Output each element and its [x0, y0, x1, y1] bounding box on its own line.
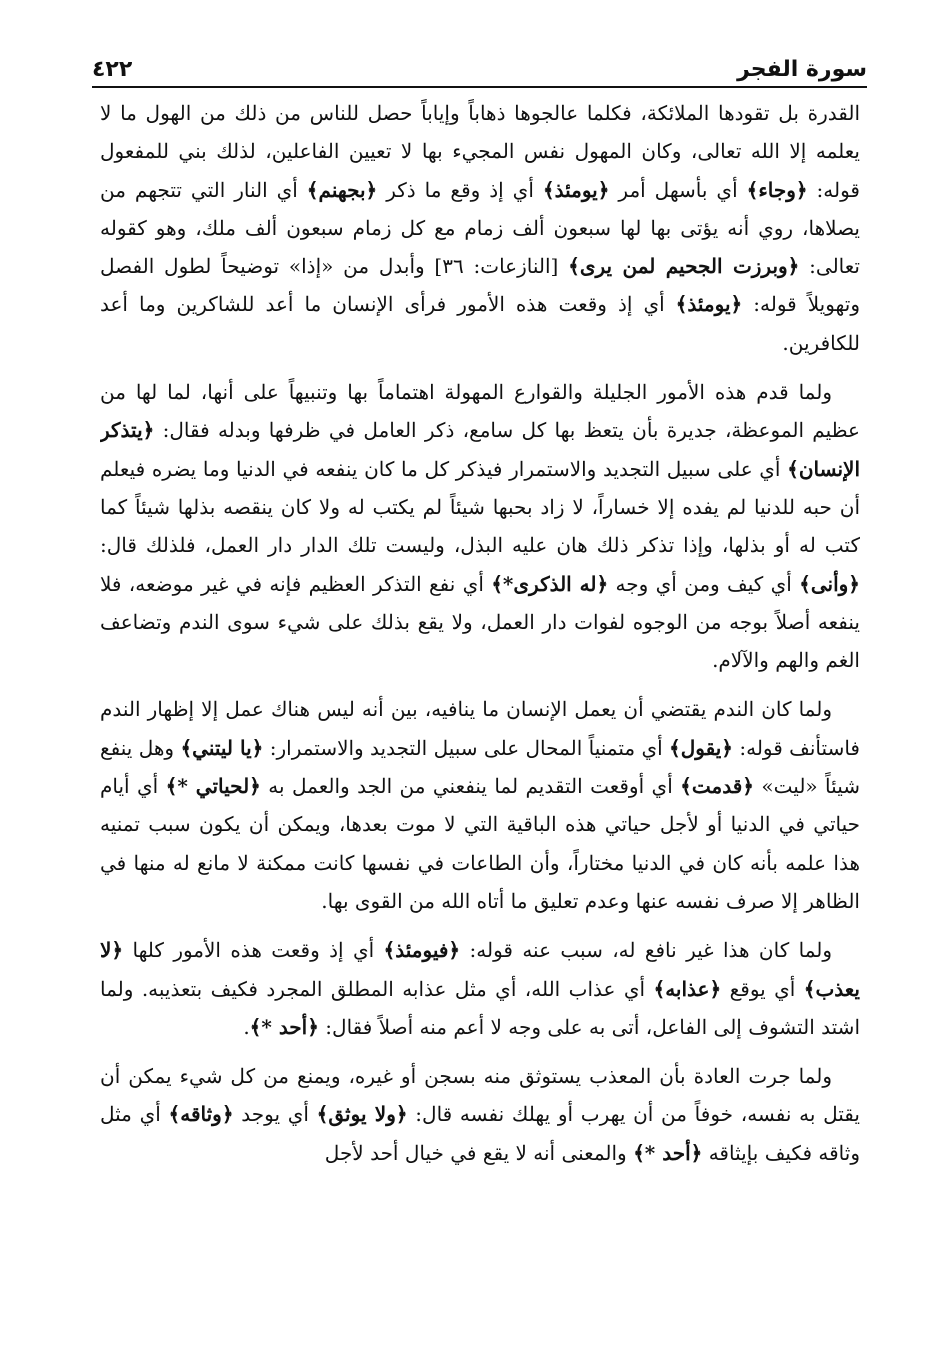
quran-quote: ﴿يومئذ﴾	[675, 292, 743, 317]
commentary-text: أي كيف ومن أي وجه	[608, 571, 800, 596]
header-divider	[92, 86, 867, 88]
commentary-text: وهل ينفع شيئاً «ليت»	[100, 735, 860, 799]
quran-quote: ﴿يا ليتني﴾	[180, 735, 264, 760]
commentary-text: ولما جرت العادة بأن المعذب يستوثق منه بسجن أو غيره، ويمنع من كل شيء يمكن أن يقتل به نفسه، خوفاً من أن يهرب أو يهلك نفسه قال:	[100, 1064, 860, 1127]
commentary-text: أي إذ وقعت هذه الأمور كلها	[123, 938, 384, 963]
commentary-text: أي بأسهل أمر	[609, 177, 747, 202]
quran-quote: ﴿يقول﴾	[669, 735, 733, 760]
commentary-text: أي مثل وثاقه فكيف بإيثاقه	[100, 1102, 860, 1165]
commentary-text: أي عذاب الله، أي مثل عذابه المطلق المجرد فكيف بتعذيبه. ولما اشتد التشوف إلى الفاعل، أتى به على وجه لا أعم منه أصلاً فقال:	[100, 976, 860, 1039]
paragraph	[100, 1057, 860, 1172]
commentary-text: أي إذ وقعت هذه الأمور فرأى الإنسان ما أعد للشاكرين وما أعد للكافرين.	[100, 292, 860, 355]
commentary-text: .	[243, 1014, 250, 1039]
quran-quote: ﴿أحد *﴾	[633, 1140, 703, 1165]
paragraph	[100, 94, 860, 362]
paragraph	[100, 373, 860, 679]
commentary-text: أي إذ وقع ما ذكر	[377, 177, 543, 202]
commentary-text: ولما كان الندم يقتضي أن يعمل الإنسان ما ينافيه، بين أنه ليس هناك عمل إلا إظهار الندم فاستأنف قوله:	[100, 697, 860, 760]
quran-quote: ﴿لحياتي *﴾	[165, 774, 261, 799]
paragraph	[100, 931, 860, 1046]
commentary-text: أي يوجد	[233, 1102, 317, 1127]
paragraph	[100, 690, 860, 920]
commentary-text: أي نفع التذكر العظيم فإنه في غير موضعه، فلا ينفعه أصلاً بوجه من الوجوه لفوات دار العمل، ولا يقع بذلك على شيء سوى الندم وتضاعف الغم والهم والآلام.	[100, 571, 860, 673]
commentary-text: أي على سبيل التجديد والاستمرار فيذكر كل ما كان ينفعه في الدنيا وما يضره فيعلم أن حبه للدنيا لم يفده إلا خساراً، لا زاد بحبها شيئاً لم يكتب له ولا كان ينقصه بذلها شيئاً كما كتب له أو بذلها، وإذا تذكر ذلك هان عليه البذل، وليست تلك الدار دار العمل، فلذلك قال:	[100, 456, 860, 558]
commentary-text: [النازعات: ٣٦] وأبدل من «إذا» توضيحاً لطول الفصل وتهويلاً قوله:	[100, 254, 860, 317]
quran-quote: ﴿لا يعذب﴾	[100, 938, 860, 1001]
commentary-text: أي أيام حياتي في الدنيا أو لأجل حياتي هذه الباقية التي لا موت بعدها، ويمكن أن يكون سبب تمنيه هذا علمه بأنه كان في الدنيا مختاراً، وأن الطاعات في نفسها كانت ممكنة لا مانع له منها في الظاهر إلا صرف نفسه عنها وعدم تعليق ما أتاه الله من القوى بها.	[100, 774, 860, 913]
body-text	[100, 94, 860, 1314]
quran-quote: ﴿فيومئذ﴾	[383, 938, 461, 963]
quran-quote: ﴿يومئذ﴾	[542, 177, 610, 202]
commentary-text: القدرة بل تقودها الملائكة، فكلما عالجوها ذهاباً وإياباً حصل للناس من ذلك من الهول ما لا يعلمه إلا الله تعالى، وكان المهول نفس المجيء بها لا تعيين الفاعلين، لذلك بني للمفعول قوله:	[100, 101, 860, 202]
quran-quote: ﴿وجاء﴾	[746, 177, 808, 202]
commentary-text: والمعنى أنه لا يقع في خيال أحد لأجل	[324, 1140, 634, 1165]
page-number: ٤٢٢	[92, 57, 133, 82]
quran-quote: ﴿له الذكرى*﴾	[491, 571, 609, 596]
quran-quote: ﴿بجهنم﴾	[306, 177, 378, 202]
quran-quote: ﴿وبرزت الجحيم لمن يرى﴾	[568, 254, 800, 279]
commentary-text: أي النار التي تتجهم من يصلاها، روي أنه يؤتى بها لها سبعون ألف زمام مع كل زمام سبعون ألف ملك، وهو كقوله تعالى:	[100, 177, 860, 279]
commentary-text: ولما كان هذا غير نافع له، سبب عنه قوله:	[460, 938, 833, 963]
quran-quote: ﴿وأنى﴾	[799, 571, 860, 596]
surah-title: سورة الفجر	[737, 57, 867, 82]
commentary-text: أي متمنياً المحال على سبيل التجديد والاستمرار:	[263, 735, 670, 760]
quran-quote: ﴿يتذكر الإنسان﴾	[100, 418, 860, 481]
quran-quote: ﴿ولا يوثق﴾	[316, 1102, 408, 1127]
commentary-text: ولما قدم هذه الأمور الجليلة والقوارع المهولة اهتماماً بها وتنبيهاً على أنها، لما لها من عظيم الموعظة، جديرة بأن يتعظ بها كل سامع، ذكر العامل في ظرفها وبدله فقال:	[100, 380, 860, 443]
commentary-text: أي أوقعت التقديم لما ينفعني من الجد والعمل به	[260, 774, 681, 799]
quran-quote: ﴿أحد *﴾	[249, 1014, 319, 1039]
quran-quote: ﴿قدمت﴾	[680, 774, 755, 799]
quran-quote: ﴿وثاقه﴾	[168, 1102, 234, 1127]
commentary-text: أي يوقع	[721, 976, 804, 1001]
quran-quote: ﴿عذابه﴾	[653, 976, 722, 1001]
page-header	[92, 40, 867, 82]
